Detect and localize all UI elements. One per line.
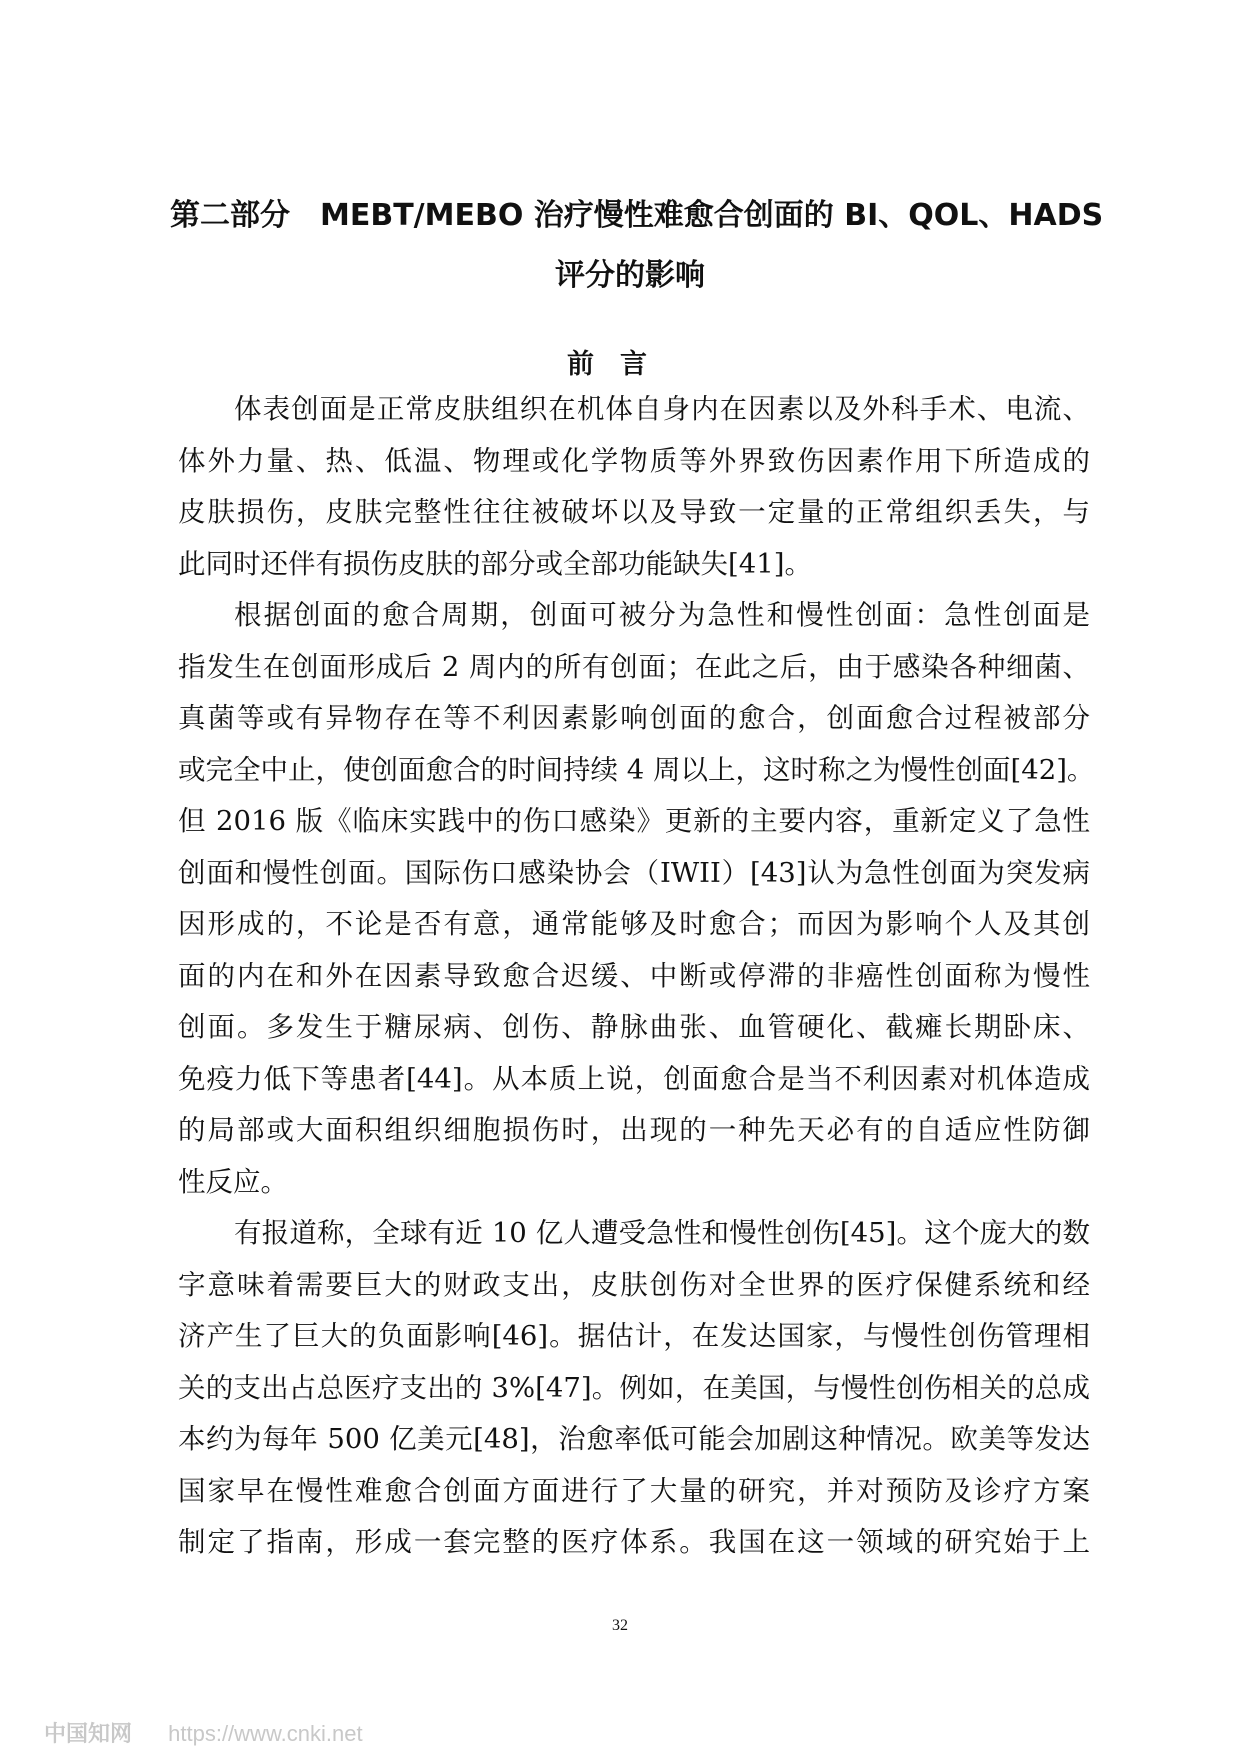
text-line: 体外力量、热、低温、物理或化学物质等外界致伤因素作用下所造成的: [178, 444, 1090, 477]
text-line: 皮肤损伤，皮肤完整性往往被破坏以及导致一定量的正常组织丢失，与: [178, 496, 1090, 528]
cnki-watermark: [44, 1717, 363, 1748]
text-line: 创面和慢性创面。国际伤口感染协会（IWII）[43]认为急性创面为突发病: [178, 856, 1090, 889]
text-line: 创面。多发生于糖尿病、创伤、静脉曲张、血管硬化、截瘫长期卧床、: [178, 1011, 1090, 1043]
page-number: 32: [612, 1617, 628, 1634]
text-line: 有报道称，全球有近 10 亿人遭受急性和慢性创伤[45]。这个庞大的数: [234, 1217, 1090, 1249]
text-line: 关的支出占总医疗支出的 3%[47]。例如，在美国，与慢性创伤相关的总成: [178, 1371, 1090, 1404]
text-line: 因形成的，不论是否有意，通常能够及时愈合；而因为影响个人及其创: [178, 908, 1090, 940]
chapter-title: [170, 186, 1104, 306]
chapter-title-line-2: 评分的影响: [555, 258, 705, 293]
text-line: 免疫力低下等患者[44]。从本质上说，创面愈合是当不利因素对机体造成: [178, 1062, 1090, 1095]
body-text: [178, 384, 1095, 1569]
text-line: 但 2016 版《临床实践中的伤口感染》更新的主要内容，重新定义了急性: [178, 805, 1090, 837]
chapter-title-line-1: 第二部分 MEBT/MEBO 治疗慢性难愈合创面的 BI、QOL、HADS: [170, 198, 1104, 233]
text-line: 字意味着需要巨大的财政支出，皮肤创伤对全世界的医疗保健系统和经: [178, 1268, 1090, 1301]
text-line: 本约为每年 500 亿美元[48]，治愈率低可能会加剧这种情况。欧美等发达: [178, 1423, 1090, 1455]
text-line: 或完全中止，使创面愈合的时间持续 4 周以上，这时称之为慢性创面[42]。: [178, 753, 1095, 786]
text-line: 真菌等或有异物存在等不利因素影响创面的愈合，创面愈合过程被部分: [178, 702, 1090, 734]
text-line: 性反应。: [178, 1165, 288, 1198]
watermark-brand: 中国知网: [44, 1721, 133, 1746]
section-heading: 前言: [567, 349, 673, 380]
text-line: 此同时还伴有损伤皮肤的部分或全部功能缺失[41]。: [178, 547, 812, 580]
watermark-url: https://www.cnki.net: [168, 1721, 363, 1746]
text-line: 指发生在创面形成后 2 周内的所有创面；在此之后，由于感染各种细菌、: [178, 650, 1090, 683]
paragraph-1: [178, 384, 1090, 590]
paragraph-2: [178, 590, 1095, 1208]
text-line: 制定了指南，形成一套完整的医疗体系。我国在这一领域的研究始于上: [178, 1526, 1090, 1558]
paragraph-3: [178, 1208, 1090, 1569]
text-line: 济产生了巨大的负面影响[46]。据估计，在发达国家，与慢性创伤管理相: [178, 1320, 1090, 1352]
text-line: 国家早在慢性难愈合创面方面进行了大量的研究，并对预防及诊疗方案: [178, 1474, 1090, 1507]
text-line: 根据创面的愈合周期，创面可被分为急性和慢性创面：急性创面是: [234, 599, 1090, 631]
text-line: 体表创面是正常皮肤组织在机体自身内在因素以及外科手术、电流、: [234, 393, 1090, 425]
text-line: 的局部或大面积组织细胞损伤时，出现的一种先天必有的自适应性防御: [178, 1114, 1090, 1146]
text-line: 面的内在和外在因素导致愈合迟缓、中断或停滞的非癌性创面称为慢性: [178, 959, 1090, 992]
